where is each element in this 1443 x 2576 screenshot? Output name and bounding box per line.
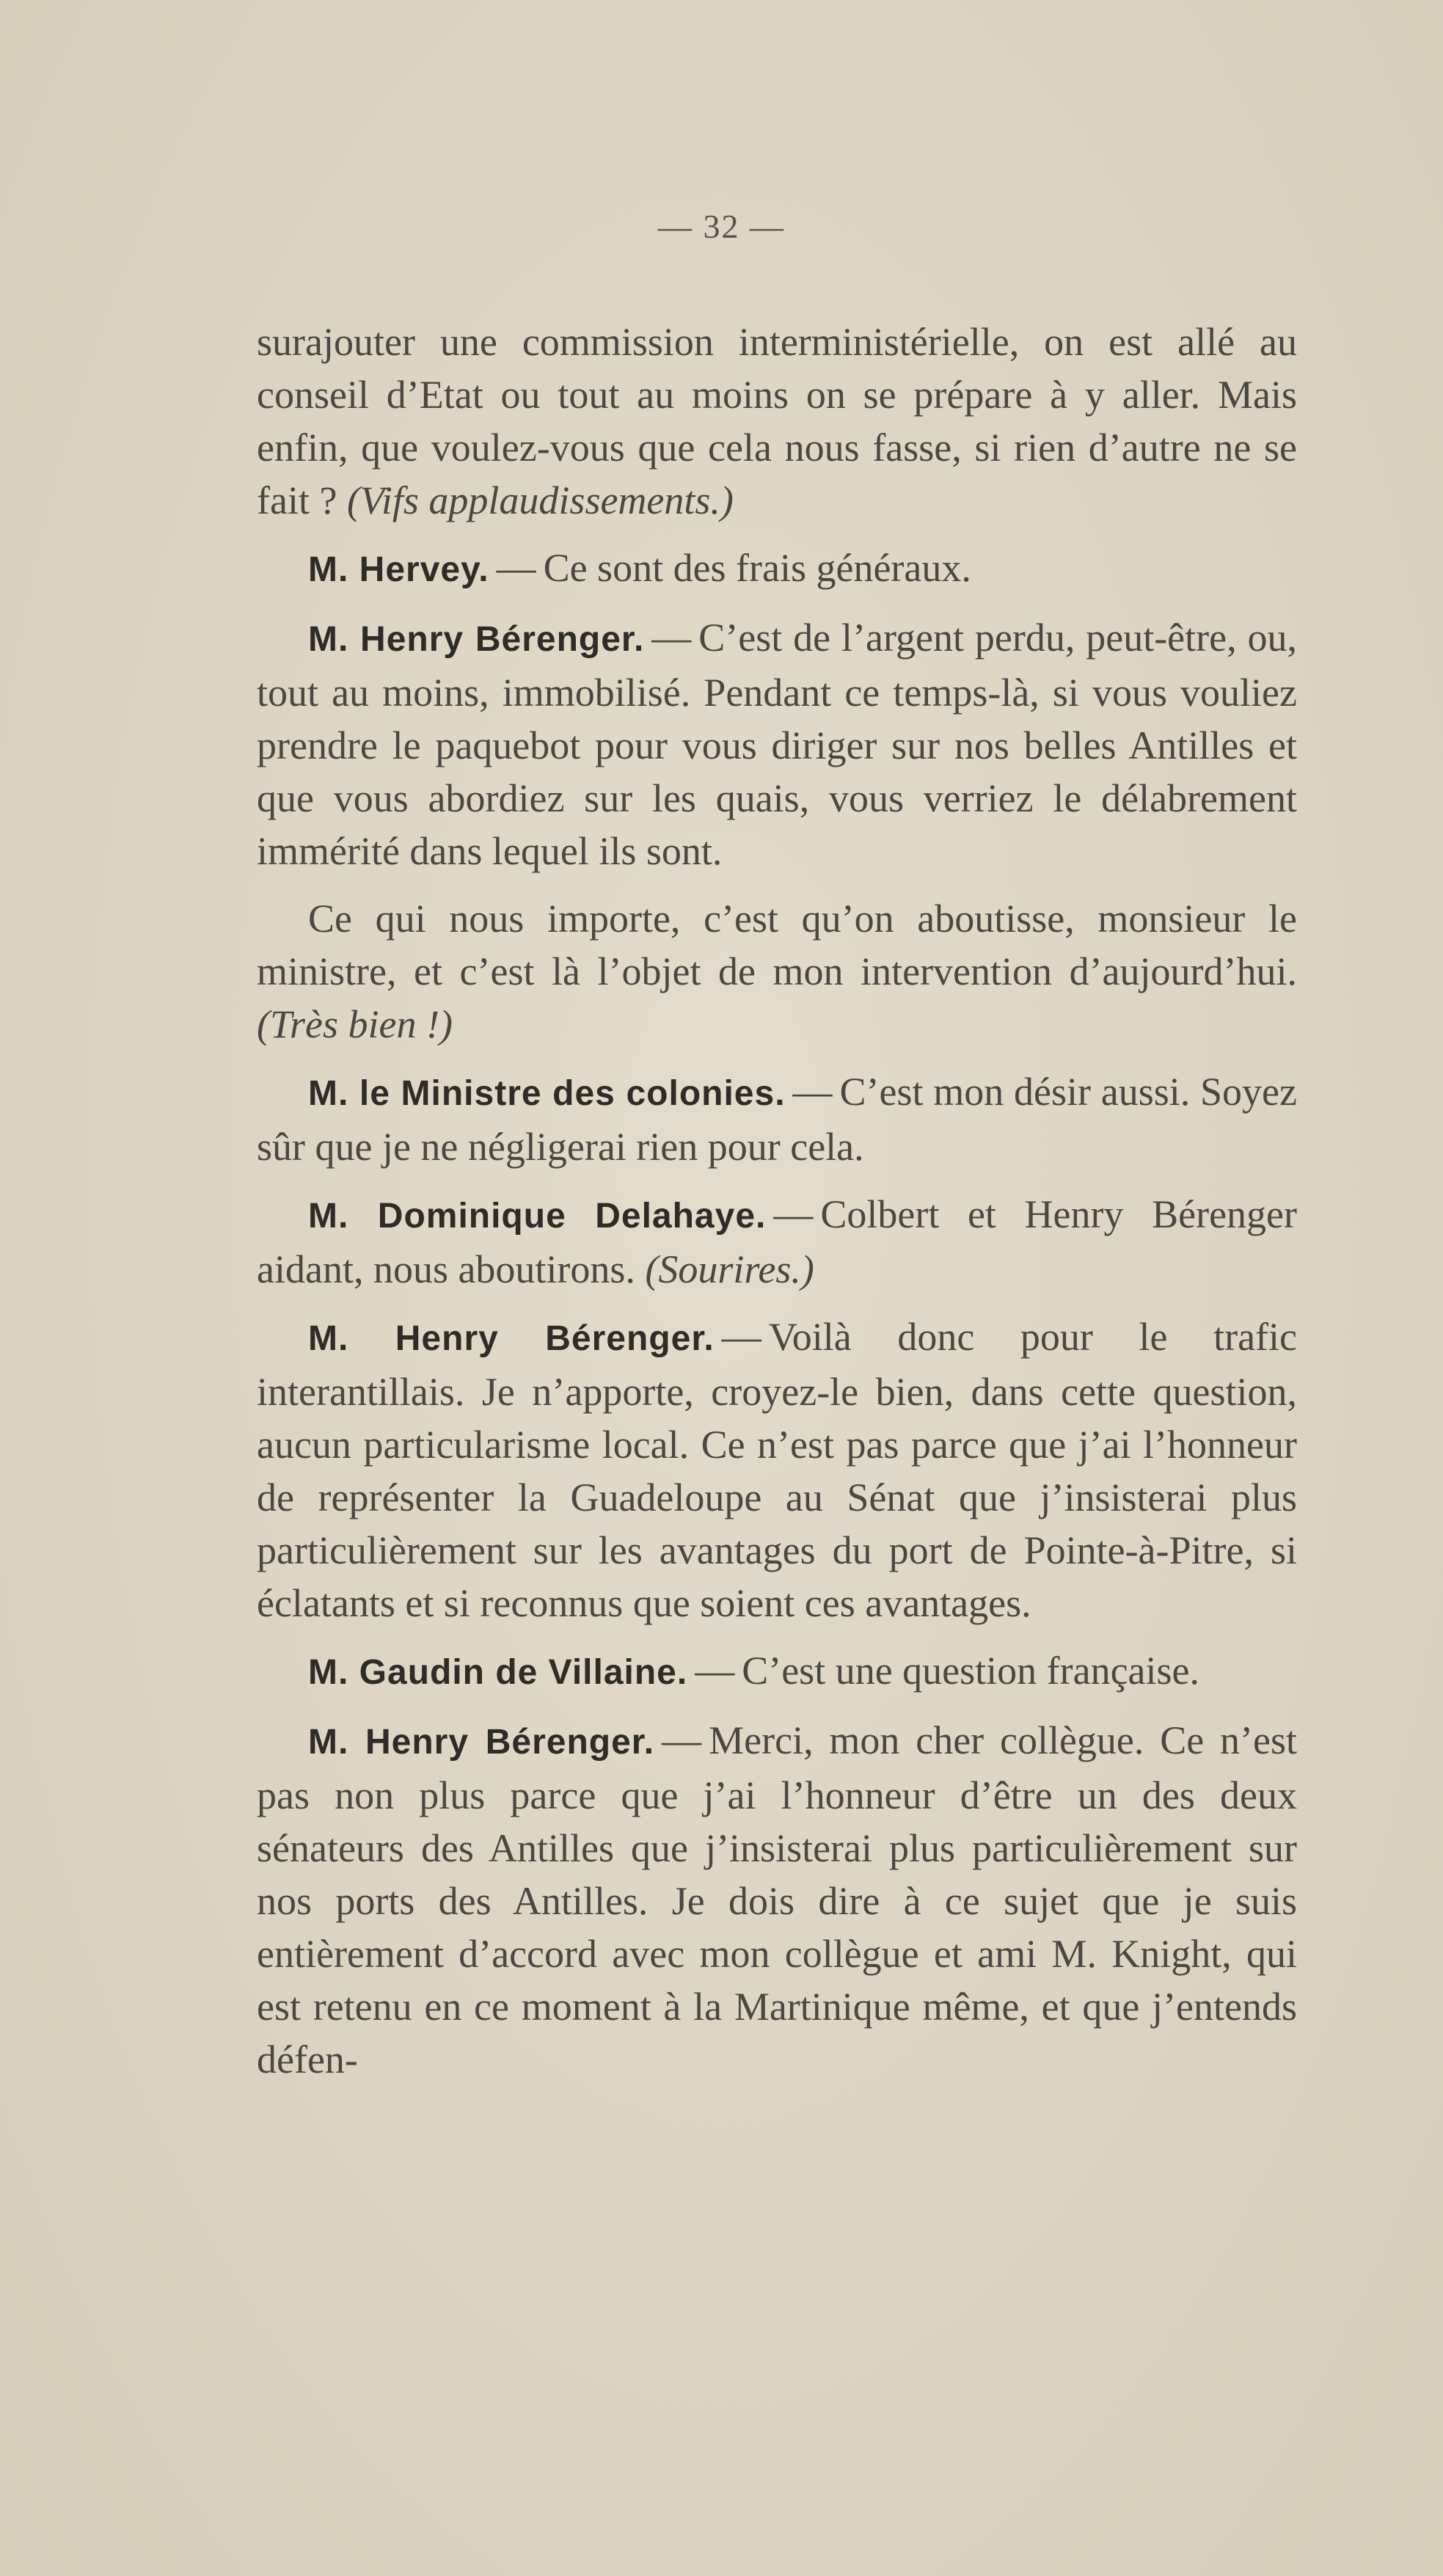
paragraph-6 — [257, 1188, 1297, 1296]
paragraph-4 — [257, 892, 1297, 1051]
paragraph-6-text: Colbert et Henry Bérenger aidant, nous aboutirons. — [257, 1192, 1297, 1291]
paragraph-5-text: C’est mon désir aussi. Soyez sûr que je ne négligerai rien pour cela. — [257, 1070, 1297, 1169]
dash: — — [792, 1070, 833, 1114]
dash: — — [662, 1718, 702, 1762]
page-number: — 32 — — [658, 208, 785, 245]
speaker-henry-berenger: M. Henry Bérenger. — [308, 1319, 715, 1358]
paragraph-1 — [257, 315, 1297, 527]
paragraph-7 — [257, 1310, 1297, 1630]
speaker-ministre-colonies: M. le Ministre des colonies. — [308, 1074, 786, 1113]
paragraph-7-text: Voilà donc pour le trafic interantillais. Je n’apporte, croyez-le bien, dans cette question, aucun particularisme local. Ce n’est pas parce que j’ai l’honneur de représenter la Guadeloupe au Sénat que j’insisterai plus particulièrement sur les avantages du port de Pointe-à-Pitre, si éclatants et si reconnus que soient ces avantages. — [257, 1315, 1298, 1625]
paragraph-5 — [257, 1065, 1297, 1173]
paragraph-2 — [257, 541, 1297, 596]
dash: — — [695, 1649, 735, 1693]
dash: — — [773, 1192, 814, 1236]
dash: — — [721, 1315, 761, 1359]
paragraph-4-text: Ce qui nous importe, c’est qu’on aboutisse, monsieur le ministre, et c’est là l’objet de mon intervention d’aujourd’hui. — [257, 897, 1297, 993]
document-body — [257, 315, 1297, 2101]
speaker-gaudin-de-villaine: M. Gaudin de Villaine. — [308, 1653, 688, 1692]
paragraph-8 — [257, 1644, 1297, 1699]
paragraph-3-text: C’est de l’argent perdu, peut-être, ou, tout au moins, immobilisé. Pendant ce temps-là, si vous vouliez prendre le paquebot pour vous diriger sur nos belles Antilles et que vous abordiez sur les quais, vous verriez le délabrement immérité dans lequel ils sont. — [257, 616, 1298, 873]
dash: — — [651, 616, 692, 660]
paragraph-2-text: Ce sont des frais généraux. — [543, 546, 971, 590]
paragraph-3 — [257, 611, 1297, 877]
paragraph-6-aside: (Sourires.) — [645, 1247, 814, 1291]
paragraph-1-text: surajouter une commission interministérielle, on est allé au conseil d’Etat ou tout au moins on se prépare à y aller. Mais enfin, que voulez-vous que cela nous fasse, si rien d’autre ne se fait ? — [257, 320, 1297, 522]
speaker-hervey: M. Hervey. — [308, 550, 489, 589]
paragraph-4-aside: (Très bien !) — [257, 1002, 453, 1046]
speaker-henry-berenger: M. Henry Bérenger. — [308, 620, 645, 659]
paragraph-1-aside: (Vifs applaudissements.) — [346, 478, 734, 522]
dash: — — [496, 546, 536, 590]
speaker-henry-berenger: M. Henry Bérenger. — [308, 1723, 655, 1762]
paragraph-8-text: C’est une question française. — [742, 1649, 1200, 1693]
speaker-dominique-delahaye: M. Dominique Delahaye. — [308, 1197, 767, 1236]
paragraph-9 — [257, 1714, 1297, 2086]
paragraph-9-text: Merci, mon cher collègue. Ce n’est pas non plus parce que j’ai l’honneur d’être un des deux sénateurs des Antilles que j’insisterai plus particulièrement sur nos ports des Antilles. Je dois dire à ce sujet que je suis entièrement d’accord avec mon collègue et ami M. Knight, qui est retenu en ce moment à la Martinique même, et que j’entends défen- — [257, 1718, 1297, 2081]
